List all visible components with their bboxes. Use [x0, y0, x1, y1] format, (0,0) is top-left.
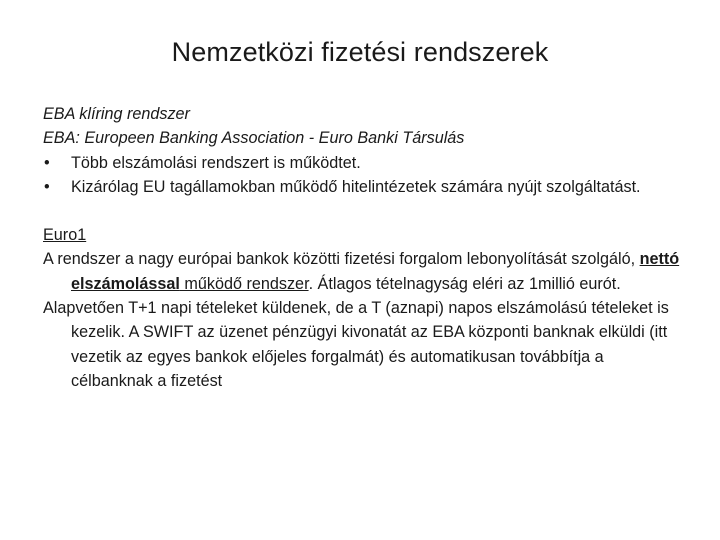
euro1-paragraph-2: Alapvetően T+1 napi tételeket küldenek, de a T (aznapi) napos elszámolású tételeket is kezelik. A SWIFT az üzenet pénzügyi kivonatát az EBA központi banknak elküldi (itt vezetik az egyes bankok előjeles forgalmát) és automatikusan továbbítja a célbanknak a fizetést: [43, 299, 669, 390]
eba-subheading: EBA: Europeen Banking Association - Euro Banki Társulás: [43, 129, 465, 148]
bullet-text: Több elszámolási rendszert is működtet.: [71, 153, 361, 172]
net-settlement-emphasis: nettó elszámolással: [71, 250, 680, 293]
bullet-icon: •: [44, 153, 50, 172]
operating-system-emphasis: működő rendszer: [179, 274, 309, 293]
bullet-text: Kizárólag EU tagállamokban működő hitelintézetek számára nyújt szolgáltatást.: [71, 177, 641, 196]
bullet-icon: •: [44, 177, 50, 196]
bullet-item: [43, 175, 683, 199]
paragraph-text: A rendszer a nagy európai bankok közötti fizetési forgalom lebonyolítását szolgáló,: [43, 250, 640, 269]
euro1-heading: Euro1: [43, 226, 87, 245]
slide-title: Nemzetközi fizetési rendszerek: [171, 37, 549, 67]
euro1-paragraph-1: [43, 247, 683, 296]
eba-heading: EBA klíring rendszer: [43, 105, 190, 123]
spacer: [43, 199, 683, 223]
paragraph-text: . Átlagos tételnagyság eléri az 1millió eurót.: [308, 274, 621, 293]
bullet-item: [43, 151, 683, 175]
slide-body: [43, 102, 683, 393]
